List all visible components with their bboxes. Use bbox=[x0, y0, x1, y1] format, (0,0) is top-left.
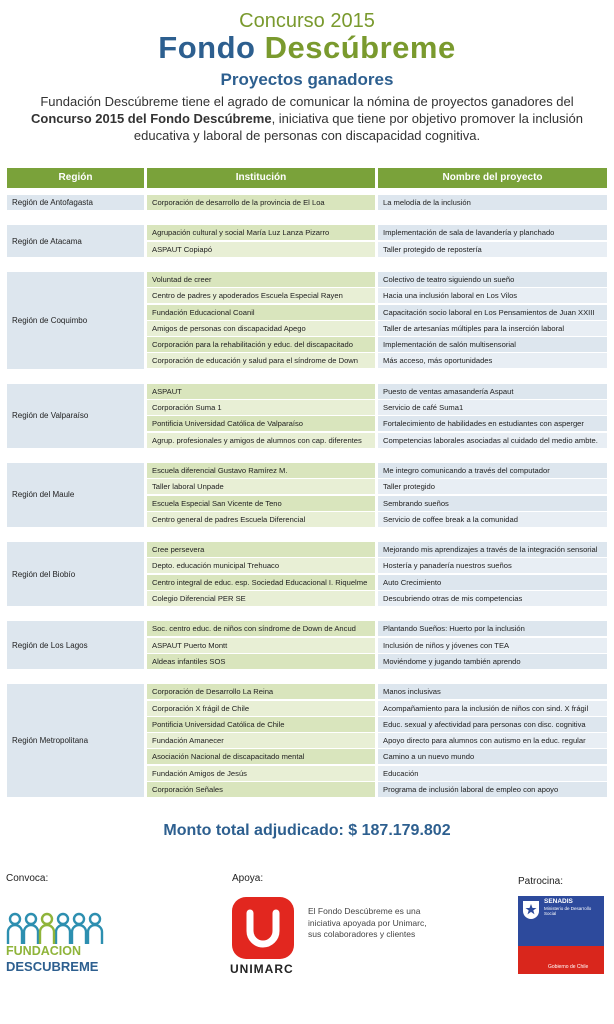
region-cell: Región del Maule bbox=[7, 463, 144, 527]
project-cell: Servicio de coffee break a la comunidad bbox=[378, 512, 607, 527]
project-cell: Educ. sexual y afectividad para personas con disc. cognitiva bbox=[378, 717, 607, 732]
institution-cell: Cree persevera bbox=[147, 542, 375, 557]
institution-cell: Taller laboral Unpade bbox=[147, 479, 375, 494]
unimarc-name: UNIMARC bbox=[230, 962, 294, 976]
institution-cell: Corporación Suma 1 bbox=[147, 400, 375, 415]
apoya-label: Apoya: bbox=[232, 873, 264, 884]
institution-cell: Pontificia Universidad Católica de Valparaíso bbox=[147, 416, 375, 431]
project-cell: Implementación de salón multisensorial bbox=[378, 337, 607, 352]
project-cell: Servicio de café Suma1 bbox=[378, 400, 607, 415]
project-cell: Sembrando sueños bbox=[378, 496, 607, 511]
institution-cell: Voluntad de creer bbox=[147, 272, 375, 287]
region-cell: Región de Valparaíso bbox=[7, 384, 144, 448]
intro-paragraph bbox=[25, 93, 589, 144]
institution-cell: Fundación Amanecer bbox=[147, 733, 375, 748]
project-cell: Me integro comunicando a través del computador bbox=[378, 463, 607, 478]
intro-text-2: , iniciativa que tiene por objetivo promover la inclusión educativa y laboral de personas con discapacidad cognitiva. bbox=[133, 111, 584, 143]
institution-cell: Corporación X frágil de Chile bbox=[147, 701, 375, 716]
institution-cell: Fundación Educacional Coanil bbox=[147, 305, 375, 320]
institution-cell: Amigos de personas con discapacidad Apego bbox=[147, 321, 375, 336]
institution-cell: Escuela diferencial Gustavo Ramírez M. bbox=[147, 463, 375, 478]
project-cell: Hostería y panadería nuestros sueños bbox=[378, 558, 607, 573]
institution-cell: Colegio Diferencial PER SE bbox=[147, 591, 375, 606]
project-cell: Inclusión de niños y jóvenes con TEA bbox=[378, 638, 607, 653]
project-cell: Plantando Sueños: Huerto por la inclusión bbox=[378, 621, 607, 636]
institution-cell: Centro integral de educ. esp. Sociedad Educacional I. Riquelme bbox=[147, 575, 375, 590]
project-cell: Competencias laborales asociadas al cuidado del medio ambte. bbox=[378, 433, 607, 448]
institution-cell: Corporación de educación y salud para el síndrome de Down bbox=[147, 353, 375, 368]
project-cell: Camino a un nuevo mundo bbox=[378, 749, 607, 764]
institution-cell: Centro de padres y apoderados Escuela Especial Rayen bbox=[147, 288, 375, 303]
convoca-label: Convoca: bbox=[6, 873, 49, 884]
institution-cell: Agrupación cultural y social María Luz Lanza Pizarro bbox=[147, 225, 375, 240]
project-cell: Taller de artesanías múltiples para la inserción laboral bbox=[378, 321, 607, 336]
total-amount: Monto total adjudicado: $ 187.179.802 bbox=[163, 822, 451, 839]
header-institution: Institución bbox=[147, 168, 375, 188]
project-cell: Manos inclusivas bbox=[378, 684, 607, 699]
region-cell: Región Metropolitana bbox=[7, 684, 144, 797]
region-cell: Región de Coquimbo bbox=[7, 272, 144, 369]
page-title bbox=[0, 30, 614, 66]
institution-cell: Corporación de Desarrollo La Reina bbox=[147, 684, 375, 699]
institution-cell: Escuela Especial San Vicente de Teno bbox=[147, 496, 375, 511]
project-cell: Capacitación socio laboral en Los Pensamientos de Juan XXIII bbox=[378, 305, 607, 320]
institution-cell: Soc. centro educ. de niños con síndrome de Down de Ancud bbox=[147, 621, 375, 636]
unimarc-support-text: El Fondo Descúbreme es una iniciativa apoyada por Unimarc, sus colaboradores y clientes bbox=[308, 906, 427, 939]
header-region: Región bbox=[7, 168, 144, 188]
region-cell: Región del Biobío bbox=[7, 542, 144, 606]
contest-year: Concurso 2015 bbox=[239, 10, 375, 32]
intro-text-bold: Concurso 2015 del Fondo Descúbreme bbox=[30, 111, 272, 126]
institution-cell: Corporación de desarrollo de la provincia de El Loa bbox=[147, 195, 375, 210]
header-project: Nombre del proyecto bbox=[378, 168, 607, 188]
project-cell: Moviéndome y jugando también aprendo bbox=[378, 654, 607, 669]
fundacion-text: FUNDACION bbox=[6, 944, 81, 958]
gobierno-text: Gobierno de Chile bbox=[548, 964, 589, 970]
project-cell: Fortalecimiento de habilidades en estudiantes con asperger bbox=[378, 416, 607, 431]
region-cell: Región de Antofagasta bbox=[7, 195, 144, 210]
project-cell: Hacia una inclusión laboral en Los Vilos bbox=[378, 288, 607, 303]
project-cell: Educación bbox=[378, 766, 607, 781]
descubreme-text: DESCUBREME bbox=[6, 959, 99, 974]
institution-cell: Centro general de padres Escuela Diferencial bbox=[147, 512, 375, 527]
unimarc-u-icon bbox=[232, 897, 294, 959]
institution-cell: ASPAUT bbox=[147, 384, 375, 399]
project-cell: Taller protegido bbox=[378, 479, 607, 494]
institution-cell: Depto. educación municipal Trehuaco bbox=[147, 558, 375, 573]
project-cell: Más acceso, más oportunidades bbox=[378, 353, 607, 368]
chile-shield-icon bbox=[521, 899, 541, 921]
unimarc-logo-icon bbox=[232, 897, 294, 959]
project-cell: La melodía de la inclusión bbox=[378, 195, 607, 210]
institution-cell: Corporación para la rehabilitación y educ. del discapacitado bbox=[147, 337, 375, 352]
project-cell: Mejorando mis aprendizajes a través de la integración sensorial bbox=[378, 542, 607, 557]
senadis-title: SENADIS bbox=[544, 898, 573, 905]
project-cell: Auto Crecimiento bbox=[378, 575, 607, 590]
institution-cell: ASPAUT Copiapó bbox=[147, 242, 375, 257]
region-cell: Región de Los Lagos bbox=[7, 621, 144, 669]
institution-cell: Aldeas infantiles SOS bbox=[147, 654, 375, 669]
region-cell: Región de Atacama bbox=[7, 225, 144, 257]
institution-cell: Asociación Nacional de discapacitado mental bbox=[147, 749, 375, 764]
project-cell: Puesto de ventas amasandería Aspaut bbox=[378, 384, 607, 399]
intro-text-1: Fundación Descúbreme tiene el agrado de comunicar la nómina de proyectos ganadores del bbox=[40, 94, 574, 109]
institution-cell: ASPAUT Puerto Montt bbox=[147, 638, 375, 653]
institution-cell: Pontificia Universidad Católica de Chile bbox=[147, 717, 375, 732]
project-cell: Apoyo directo para alumnos con autismo en la educ. regular bbox=[378, 733, 607, 748]
project-cell: Colectivo de teatro siguiendo un sueño bbox=[378, 272, 607, 287]
title-word-descubreme: Descúbreme bbox=[264, 30, 456, 65]
title-word-fondo: Fondo bbox=[158, 30, 256, 65]
section-subtitle: Proyectos ganadores bbox=[220, 70, 394, 89]
project-cell: Descubriendo otras de mis competencias bbox=[378, 591, 607, 606]
project-cell: Implementación de sala de lavandería y planchado bbox=[378, 225, 607, 240]
institution-cell: Corporación Señales bbox=[147, 782, 375, 797]
project-cell: Acompañamiento para la inclusión de niños con sind. X frágil bbox=[378, 701, 607, 716]
patrocina-label: Patrocina: bbox=[518, 876, 564, 887]
project-cell: Taller protegido de repostería bbox=[378, 242, 607, 257]
institution-cell: Fundación Amigos de Jesús bbox=[147, 766, 375, 781]
senadis-logo bbox=[518, 896, 604, 974]
senadis-ministry: Ministerio de Desarrollo Social bbox=[544, 906, 592, 916]
institution-cell: Agrup. profesionales y amigos de alumnos con cap. diferentes bbox=[147, 433, 375, 448]
project-cell: Programa de inclusión laboral de empleo con apoyo bbox=[378, 782, 607, 797]
